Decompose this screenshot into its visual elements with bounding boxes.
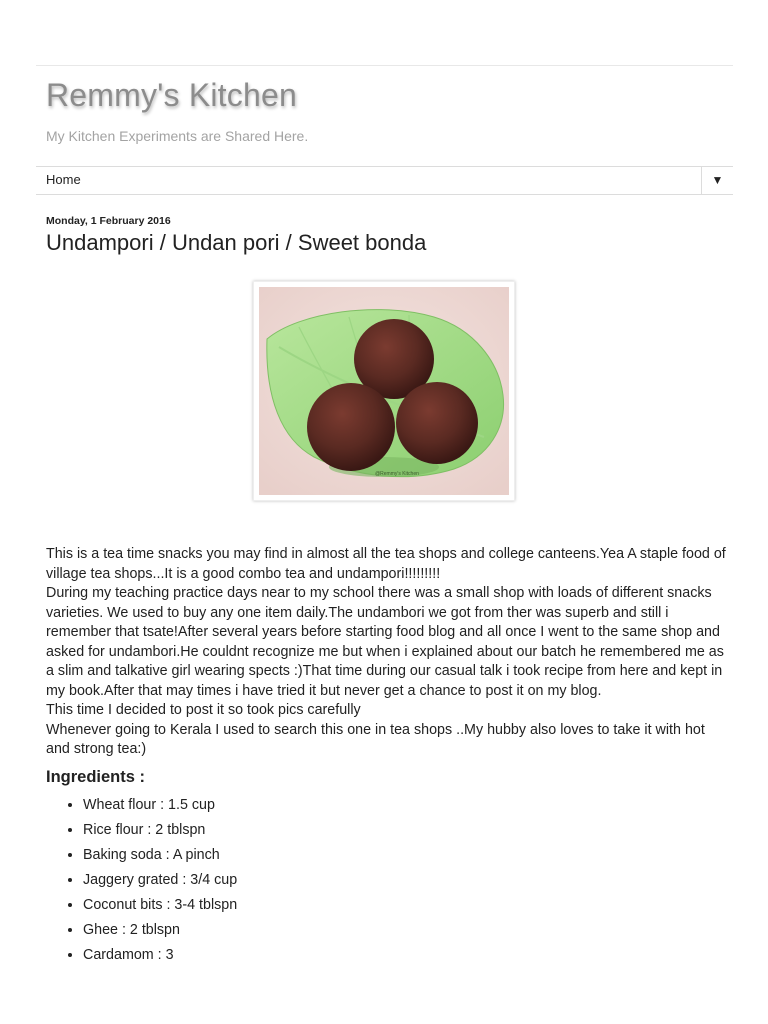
- post-date: Monday, 1 February 2016: [46, 215, 171, 227]
- bonda-right: [396, 382, 478, 464]
- blog-title[interactable]: Remmy's Kitchen: [46, 77, 297, 113]
- ingredients-list: [46, 796, 726, 965]
- nav-home-link[interactable]: Home: [46, 172, 81, 187]
- ingredient-item: • Wheat flour : 1.5 cup: [83, 796, 726, 815]
- blog-header: [46, 74, 308, 145]
- ingredient-item: • Coconut bits : 3-4 tblspn: [83, 896, 726, 915]
- triangle-down-icon: ▼: [711, 173, 724, 187]
- blog-description: My Kitchen Experiments are Shared Here.: [46, 128, 309, 144]
- sweet-bonda-photo: [259, 287, 509, 495]
- header-top-rule: [36, 65, 733, 66]
- post-paragraph: Whenever going to Kerala I used to search this one in tea shops ..My hubby also loves to take it with hot and strong tea:): [46, 721, 705, 757]
- ingredients-heading: Ingredients :: [46, 767, 146, 786]
- ingredient-item: • Ghee : 2 tblspn: [83, 921, 726, 940]
- ingredient-item: • Cardamom : 3: [83, 946, 726, 965]
- post-paragraph: This time I decided to post it so took pics carefully: [46, 702, 361, 718]
- ingredient-item: • Jaggery grated : 3/4 cup: [83, 871, 726, 890]
- bonda-left: [307, 383, 395, 471]
- ingredient-item: • Rice flour : 2 tblspn: [83, 821, 726, 840]
- post-photo[interactable]: [253, 281, 515, 501]
- navigation-bar: [36, 166, 733, 195]
- post-body: [46, 545, 726, 971]
- post-paragraph: This is a tea time snacks you may find in almost all the tea shops and college canteens.Yea A staple food of village tea shops...It is a good combo tea and undampori!!!!!!!!!: [46, 546, 726, 582]
- photo-watermark: @Remmy's Kitchen: [375, 471, 419, 477]
- post-paragraph: During my teaching practice days near to my school there was a small shop with loads of different snacks varieties. We used to buy any one item daily.The undambori we got from ther was superb and still i remember that tsate!After several years before starting food blog and all once I went to the same shop and asked for undambori.He couldnt recognize me but when i explained about our batch he remembered me as a slim and talkative girl wearing spects :)That time during our casual talk i took recipe from here and kept in my book.After that may times i have tried it but never get a chance to post it on my blog.: [46, 585, 724, 699]
- post-title: Undampori / Undan pori / Sweet bonda: [46, 230, 427, 255]
- ingredient-item: • Baking soda : A pinch: [83, 846, 726, 865]
- nav-menu-toggle[interactable]: [701, 167, 733, 194]
